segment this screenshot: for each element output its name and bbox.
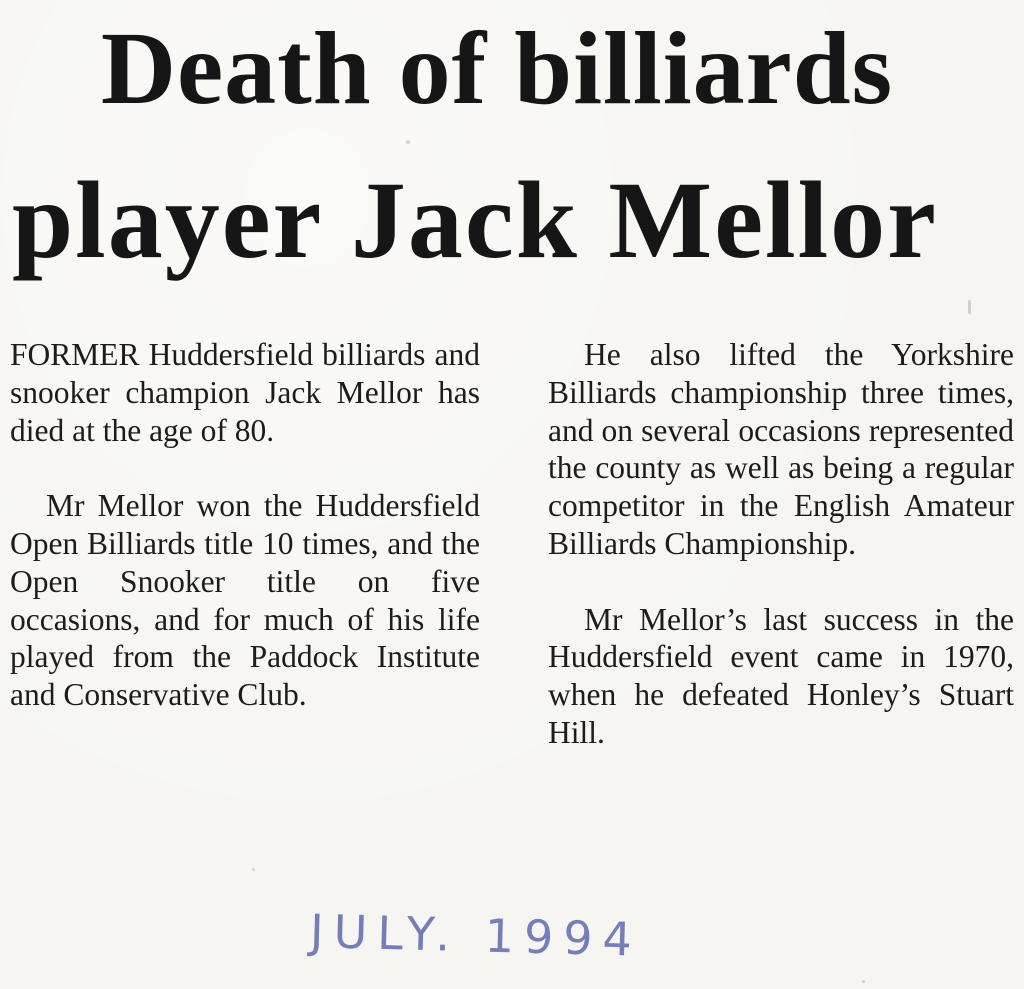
article-left-column bbox=[10, 336, 480, 752]
headline-line-1: Death of billiards bbox=[100, 11, 894, 126]
article-paragraph-last-success: Mr Mellor’s last success in the Huddersfield event came in 1970, when he defeated Honley’s Stuart Hill. bbox=[548, 601, 1014, 750]
paper-speck bbox=[862, 980, 865, 983]
article-right-column bbox=[548, 336, 1014, 790]
headline-line-2: player Jack Mellor bbox=[12, 159, 938, 281]
paper-speck bbox=[406, 140, 410, 144]
article-paragraph-intro: FORMER Huddersfield billiards and snooker champion Jack Mellor has died at the age of 80. bbox=[10, 337, 480, 448]
handwritten-date-annotation: JULY. 1994 bbox=[309, 904, 643, 967]
paper-speck bbox=[968, 300, 971, 314]
paper-speck bbox=[252, 868, 255, 871]
article-paragraph-titles: Mr Mellor won the Huddersfield Open Billiards title 10 times, and the Open Snooker title on five occasions, and for much of his life played from the Paddock Institute and Conservative Club. bbox=[10, 488, 480, 713]
article-paragraph-yorkshire: He also lifted the Yorkshire Billiards championship three times, and on several occasions represented the county as well as being a regular competitor in the English Amateur Billiards Championship. bbox=[548, 337, 1014, 561]
